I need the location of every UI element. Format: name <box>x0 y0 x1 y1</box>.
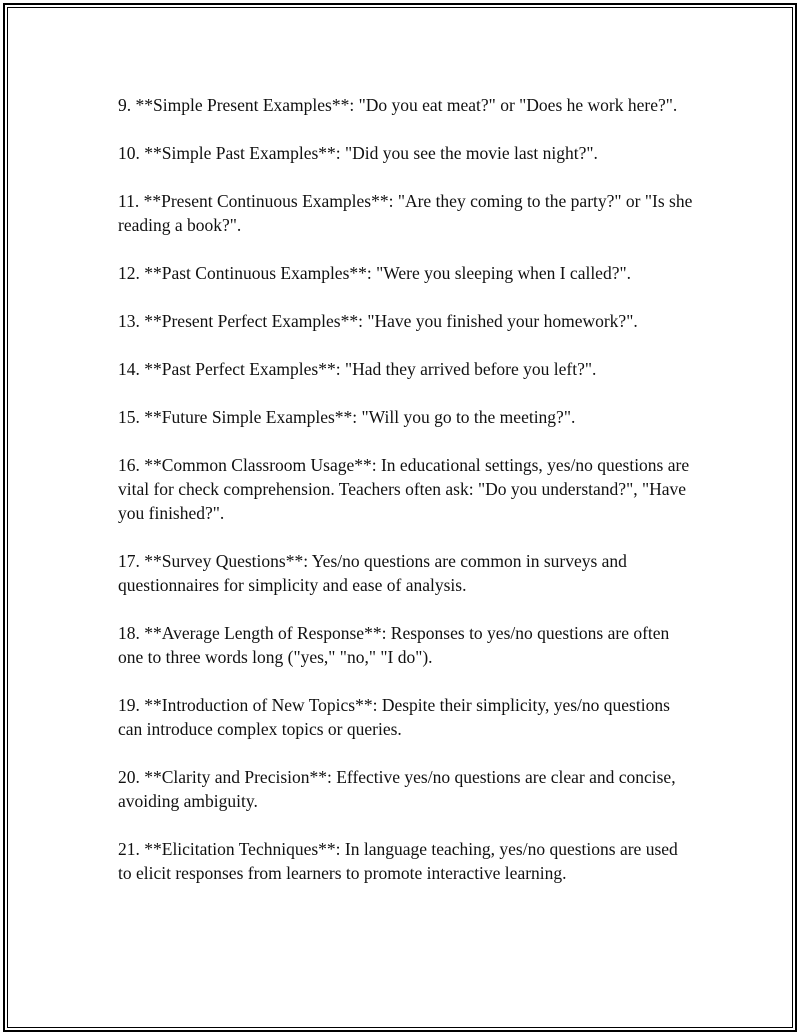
list-item-16: 16. **Common Classroom Usage**: In educational settings, yes/no questions are vital for check comprehension. Teachers often ask: "Do you understand?", "Have you finished?". <box>118 455 694 523</box>
list-item-21: 21. **Elicitation Techniques**: In language teaching, yes/no questions are used to elicit responses from learners to promote interactive learning. <box>118 839 683 883</box>
list-item-12: 12. **Past Continuous Examples**: "Were you sleeping when I called?". <box>118 263 631 283</box>
document-body <box>118 93 697 909</box>
list-item-13: 13. **Present Perfect Examples**: "Have you finished your homework?". <box>118 311 638 331</box>
list-item-17: 17. **Survey Questions**: Yes/no questions are common in surveys and questionnaires for simplicity and ease of analysis. <box>118 551 632 595</box>
list-item-9: 9. **Simple Present Examples**: "Do you eat meat?" or "Does he work here?". <box>118 95 678 115</box>
list-item-14: 14. **Past Perfect Examples**: "Had they arrived before you left?". <box>118 359 597 379</box>
list-item-15: 15. **Future Simple Examples**: "Will you go to the meeting?". <box>118 407 576 427</box>
list-item-11: 11. **Present Continuous Examples**: "Are they coming to the party?" or "Is she reading a book?". <box>118 191 697 235</box>
list-item-18: 18. **Average Length of Response**: Responses to yes/no questions are often one to three words long ("yes," "no," "I do"). <box>118 623 674 667</box>
list-item-20: 20. **Clarity and Precision**: Effective yes/no questions are clear and concise, avoiding ambiguity. <box>118 767 680 811</box>
list-item-10: 10. **Simple Past Examples**: "Did you see the movie last night?". <box>118 143 598 163</box>
list-item-19: 19. **Introduction of New Topics**: Despite their simplicity, yes/no questions can introduce complex topics or queries. <box>118 695 675 739</box>
